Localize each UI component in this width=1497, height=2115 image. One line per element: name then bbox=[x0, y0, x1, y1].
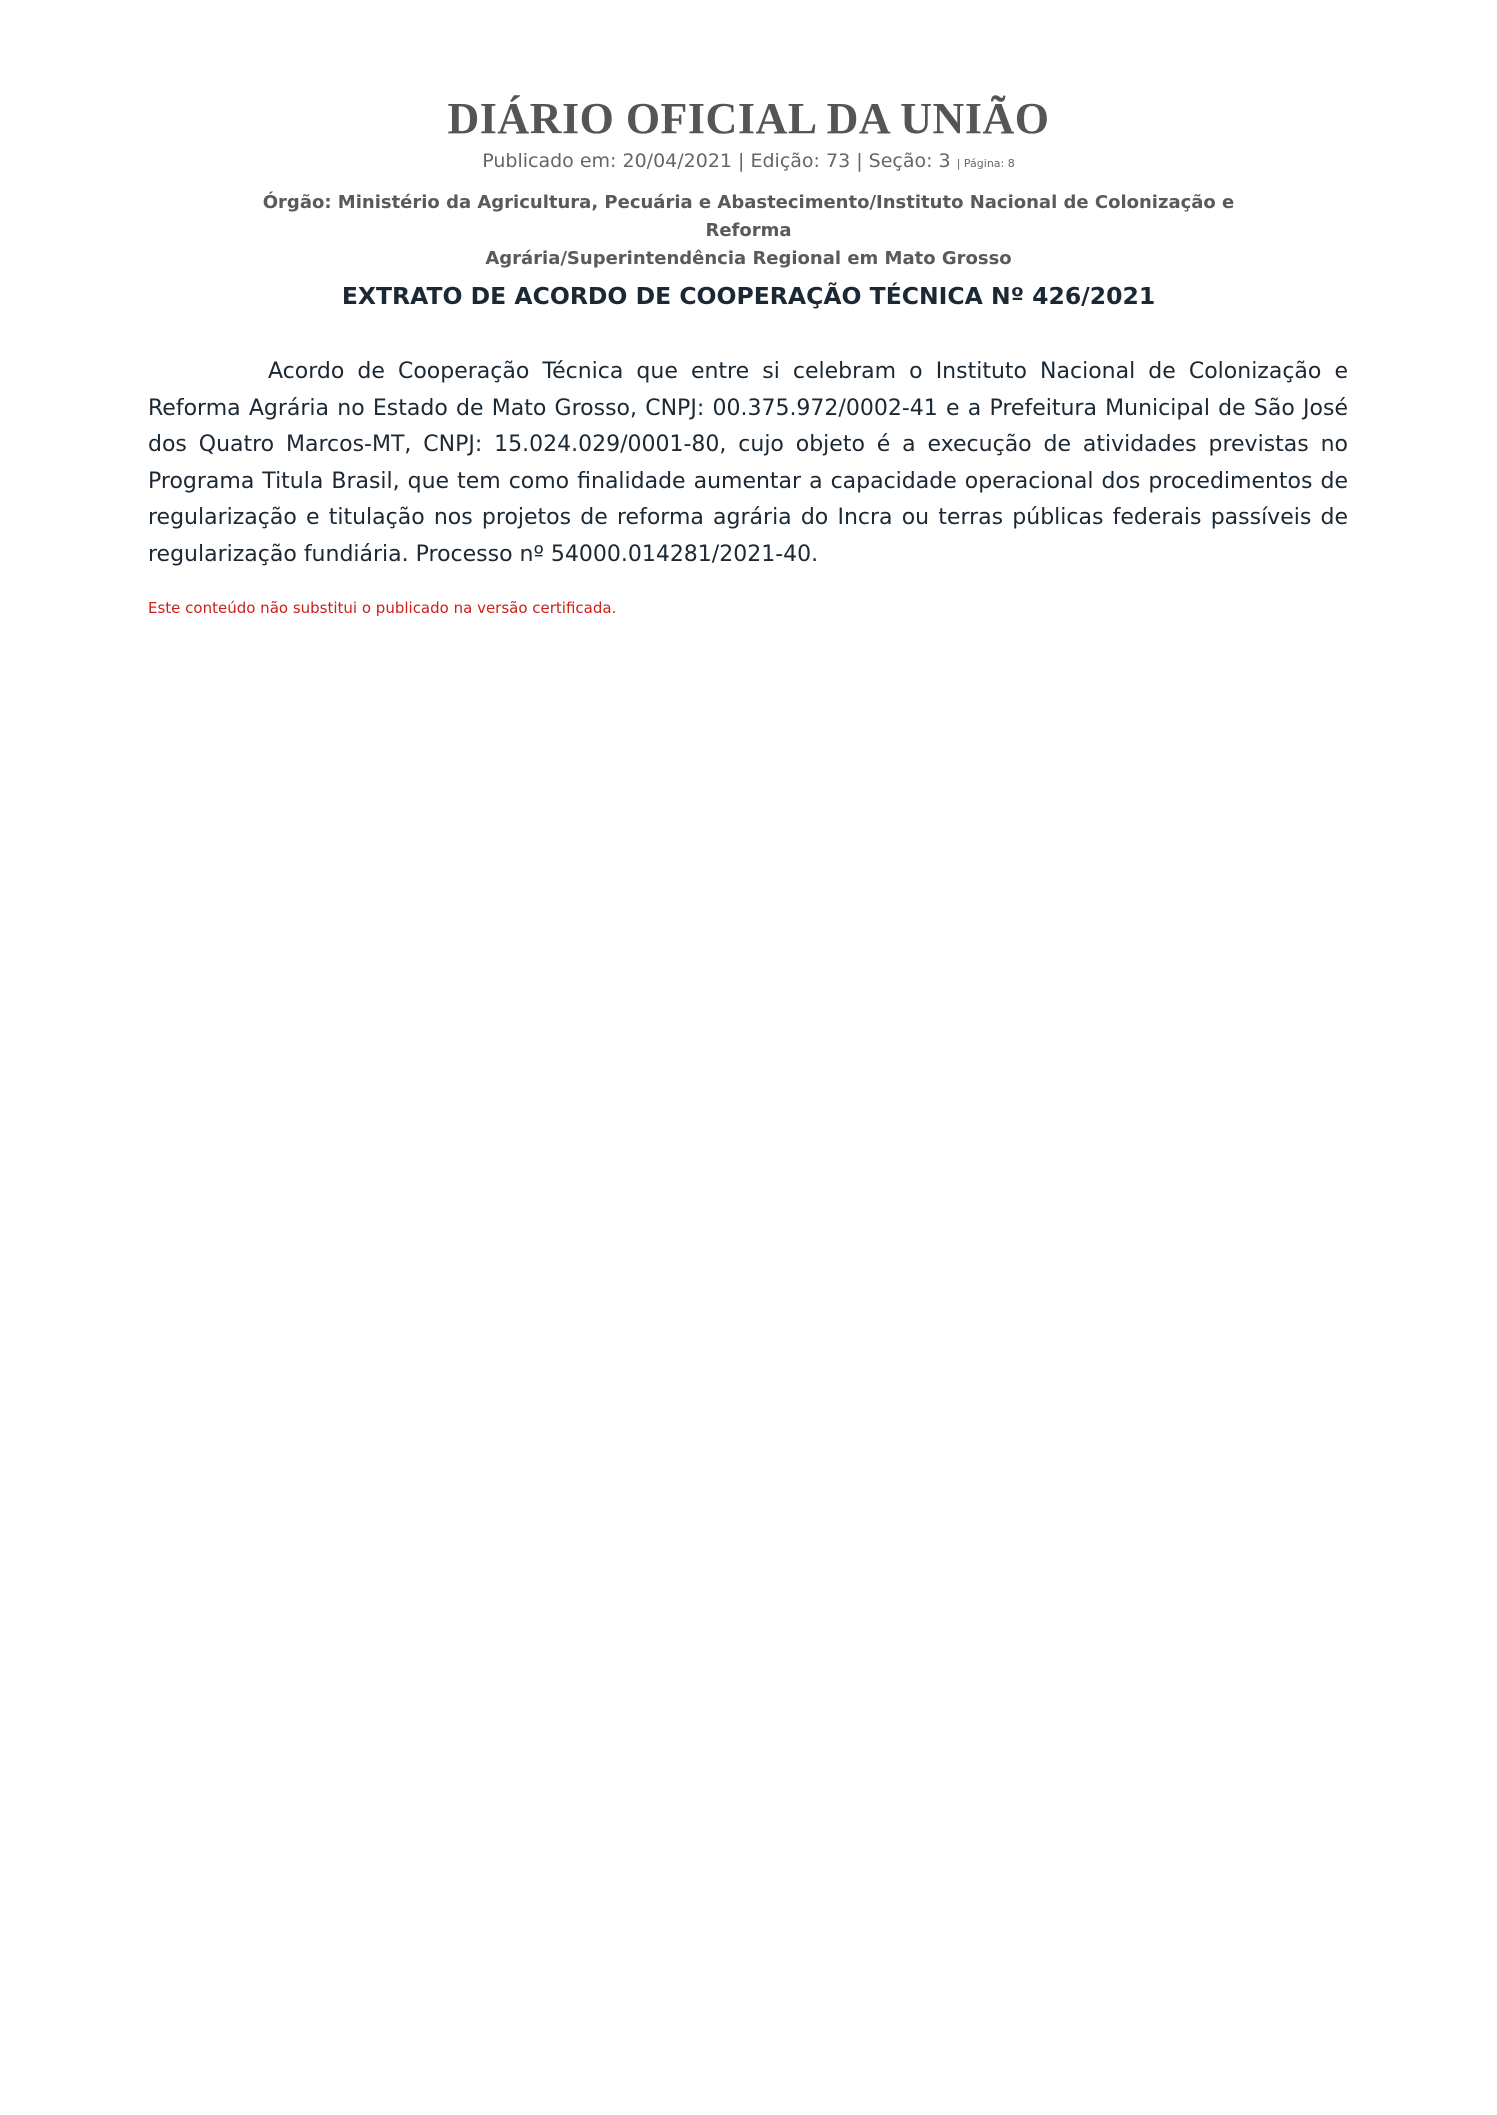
separator: | bbox=[850, 150, 869, 172]
issuing-agency-line-1: Órgão: Ministério da Agricultura, Pecuária e Abastecimento/Instituto Nacional de Colonização e Reforma bbox=[262, 192, 1235, 241]
separator: | bbox=[732, 150, 751, 172]
page-number: | Página: 8 bbox=[956, 157, 1015, 170]
document-body: Acordo de Cooperação Técnica que entre si celebram o Instituto Nacional de Colonização e Reforma Agrária no Estado de Mato Grosso, CNPJ: 00.375.972/0002-41 e a Prefeitura Municipal de São José dos Quatro Marcos-MT, CNPJ: 15.024.029/0001-80, cujo objeto é a execução de atividades previstas no Programa Titula Brasil, que tem como finalidade aumentar a capacidade operacional dos procedimentos de regularização e titulação nos projetos de reforma agrária do Incra ou terras públicas federais passíveis de regularização fundiária. Processo nº 54000.014281/2021-40. bbox=[148, 359, 1348, 567]
publication-info bbox=[0, 148, 1497, 177]
certification-disclaimer: Este conteúdo não substitui o publicado na versão certificada. bbox=[148, 599, 617, 617]
published-date: Publicado em: 20/04/2021 bbox=[482, 150, 732, 172]
masthead-title: DIÁRIO OFICIAL DA UNIÃO bbox=[447, 94, 1050, 143]
section-number: Seção: 3 bbox=[868, 150, 951, 172]
document-title: EXTRATO DE ACORDO DE COOPERAÇÃO TÉCNICA Nº 426/2021 bbox=[341, 282, 1156, 310]
edition-number: Edição: 73 bbox=[750, 150, 851, 172]
issuing-agency-line-2: Agrária/Superintendência Regional em Mato Grosso bbox=[485, 248, 1012, 269]
issuing-agency bbox=[254, 189, 1244, 273]
document-header bbox=[0, 92, 1497, 273]
